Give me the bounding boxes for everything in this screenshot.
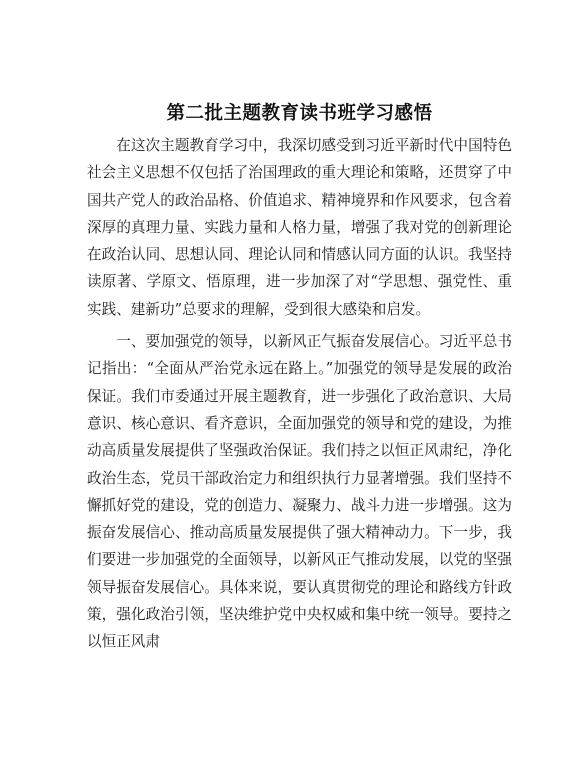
paragraph-section-one: 一、要加强党的领导，以新风正气振奋发展信心。习近平总书记指出：“全面从严治党永远在路上。”加强党的领导是发展的政治保证。我们市委通过开展主题教育，进一步强化了政治意识、大局意识、核心意识、看齐意识，全面加强党的领导和党的建设，为推动高质量发展提供了坚强政治保证。我们持之以恒正风肃纪，净化政治生态，党员干部政治定力和组织执行力显著增强。我们坚持不懈抓好党的建设，党的创造力、凝聚力、战斗力进一步增强。这为振奋发展信心、推动高质量发展提供了强大精神动力。下一步，我们要进一步加强党的全面领导，以新风正气推动发展，以党的坚强领导振奋发展信心。具体来说，要认真贯彻党的理论和路线方针政策，强化政治引领，坚决维护党中央权威和集中统一领导。要持之以恒正风肃 xyxy=(87,333,512,651)
paragraph-intro: 在这次主题教育学习中，我深切感受到习近平新时代中国特色社会主义思想不仅包括了治国理政的重大理论和策略，还贯穿了中国共产党人的政治品格、价值追求、精神境界和作风要求，包含着深厚的真理力量、实践力量和人格力量，增强了我对党的创新理论在政治认同、思想认同、理论认同和情感认同方面的认识。我坚持读原著、学原文、悟原理，进一步加深了对“学思想、强党性、重实践、建新功”总要求的理解，受到很大感染和启发。 xyxy=(87,137,512,318)
document-title: 第二批主题教育读书班学习感悟 xyxy=(166,103,433,124)
